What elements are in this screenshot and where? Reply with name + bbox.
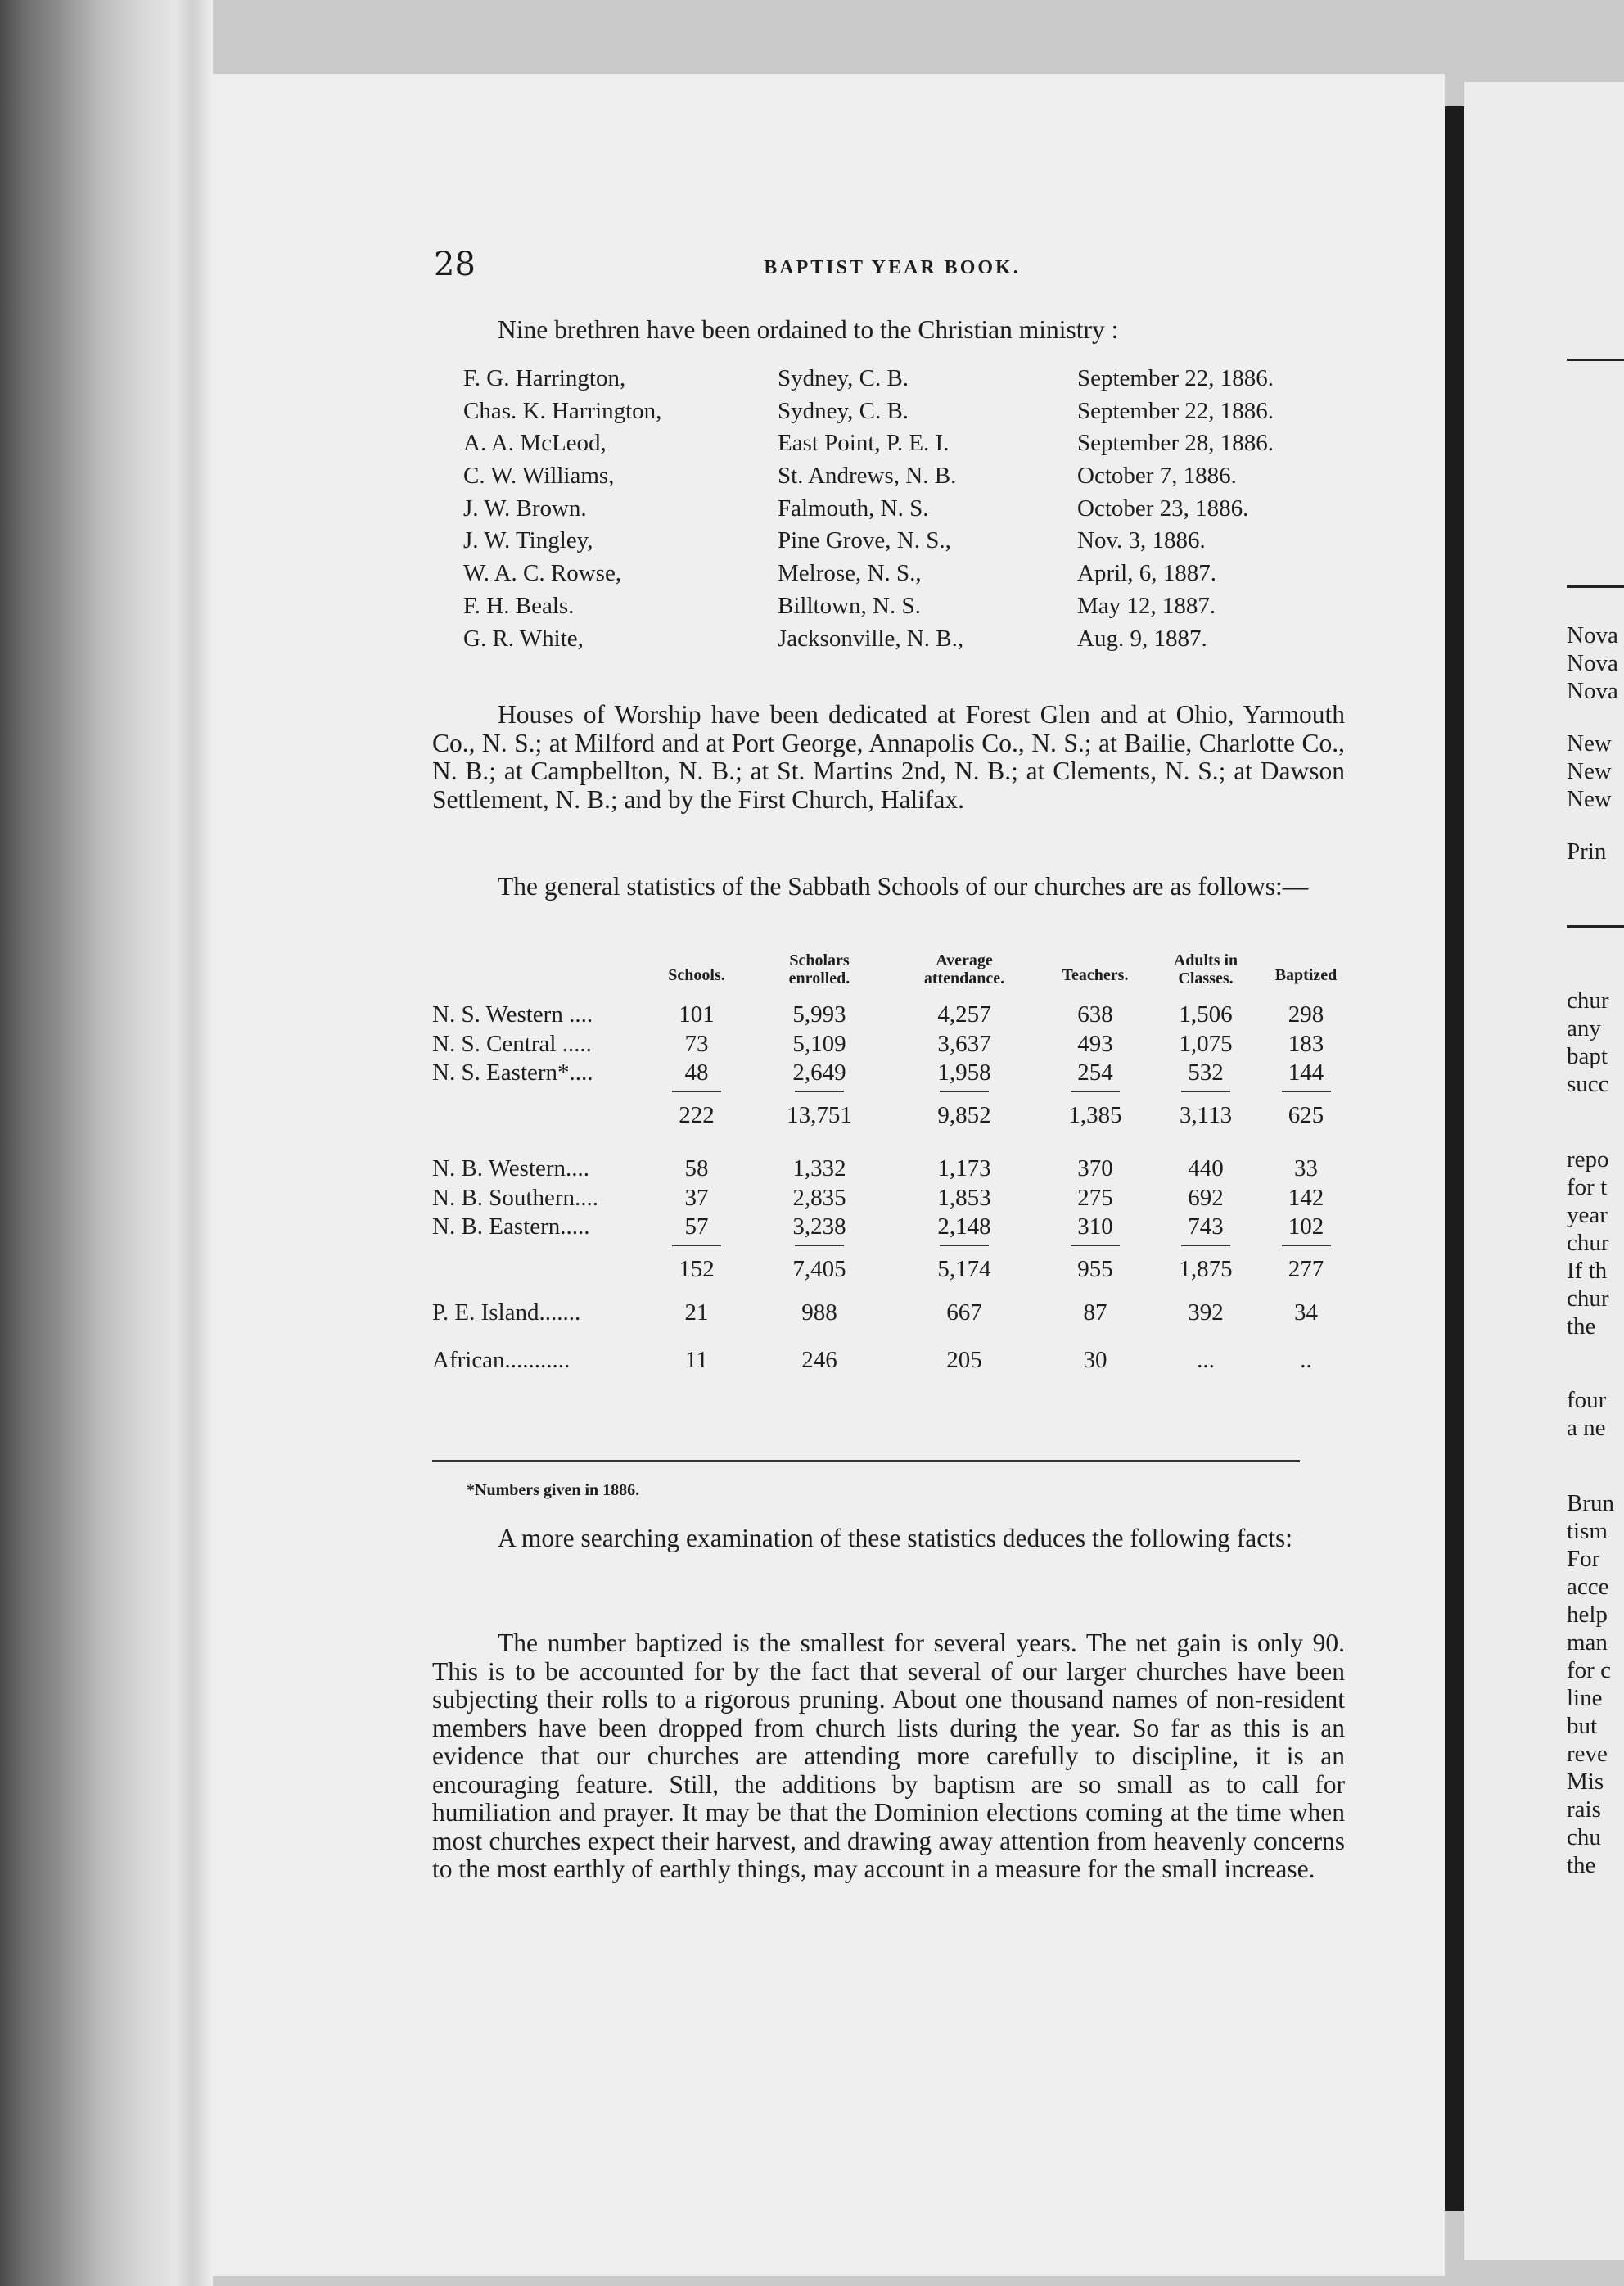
header-adults [1153,951,1259,987]
facing-page-text: year [1567,1202,1608,1228]
row-label: N. B. Eastern..... [432,1213,590,1240]
cell-scholars: 5,993 [792,1001,846,1028]
header-baptized: Baptized [1274,966,1338,984]
ordination-place: Jacksonville, N. B., [778,625,964,652]
cell-attendance: 205 [946,1346,982,1373]
facing-page-text: Nova [1567,678,1618,704]
baptized-paragraph: The number baptized is the smallest for several years. The net gain is only 90. This is to be accounted for by the fact that several of our larger churches have been subjecting their rolls to a rigorous pruning. About one thousand names of non-resident members have been dropped from church lists during the year. So far as this is an evidence that our churches are attending more carefully to discipline, it is an encouraging feature. Still, the additions by baptism are so small as to call for humiliation and prayer. It may be that the Dominion elections coming at the time when most churches expect their harvest, and drawing away attention from heavenly concerns to the most earthly of earthly things, may account in a measure for the small increase. [432,1629,1345,1883]
stats-body [432,1001,1345,1375]
facing-page-text: line [1567,1685,1603,1711]
dash [1282,1245,1331,1246]
row-label: N. B. Southern.... [432,1184,598,1211]
cell-teachers: 493 [1077,1030,1113,1057]
facing-page-text: but [1567,1713,1598,1739]
facing-page-text: acce [1567,1574,1609,1600]
cell-scholars: 246 [801,1346,837,1373]
dash [795,1091,844,1092]
cell-schools: 222 [679,1101,715,1128]
cell-baptized: 277 [1288,1255,1324,1282]
facing-page-text: Mis [1567,1769,1604,1795]
cell-adults: 440 [1188,1155,1224,1181]
ordination-place: Billtown, N. S. [778,592,921,619]
facing-page-text: for c [1567,1657,1611,1683]
row-label: N. B. Western.... [432,1155,590,1181]
cell-teachers: 87 [1083,1299,1107,1326]
facing-page-rule [1567,359,1624,361]
ordained-name: Chas. K. Harrington, [463,397,662,424]
facing-page-text: chur [1567,1285,1609,1312]
ordination-date: September 22, 1886. [1077,397,1274,424]
cell-attendance: 1,173 [937,1155,991,1181]
cell-adults: 1,875 [1179,1255,1233,1282]
stats-row [432,1213,1345,1242]
stats-row [432,1346,1345,1376]
cell-adults: 692 [1188,1184,1224,1211]
ordination-date: September 28, 1886. [1077,430,1274,457]
facing-page-text: the [1567,1313,1596,1340]
cell-schools: 48 [684,1059,709,1086]
facing-page-fragment [1464,82,1624,2260]
cell-baptized: 625 [1288,1101,1324,1128]
cell-attendance: 9,852 [937,1101,991,1128]
stats-intro-paragraph: The general statistics of the Sabbath Schools of our churches are as follows:— [498,872,1309,901]
row-label: N. S. Central ..... [432,1030,592,1057]
cell-baptized: 142 [1288,1184,1324,1211]
houses-of-worship-paragraph: Houses of Worship have been dedicated at Forest Glen and at Ohio, Yarmouth Co., N. S.; at Milford and at Port George, Annapolis Co., N. S.; at Bailie, Charlotte Co., N. B.; at Campbellton, N. B.; at St. Martins 2nd, N. B.; at Clements, N. S.; at Dawson Settlement, N. B.; and by the First Church, Halifax. [432,700,1345,814]
header-teachers: Teachers. [1062,966,1129,984]
cell-schools: 37 [684,1184,709,1211]
ordination-place: Sydney, C. B. [778,397,909,424]
ordination-date: April, 6, 1887. [1077,560,1216,587]
cell-schools: 11 [685,1346,708,1373]
row-label: N. S. Eastern*.... [432,1059,593,1086]
cell-teachers: 275 [1077,1184,1113,1211]
cell-baptized: 33 [1294,1155,1318,1181]
ordination-intro-text: Nine brethren have been ordained to the Christian ministry : [498,315,1119,344]
cell-adults: 743 [1188,1213,1224,1240]
cell-scholars: 13,751 [787,1101,852,1128]
ordination-place: Melrose, N. S., [778,560,922,587]
cell-attendance: 2,148 [937,1213,991,1240]
header-schools: Schools. [668,966,725,984]
cell-teachers: 370 [1077,1155,1113,1181]
cell-baptized: 183 [1288,1030,1324,1057]
header-scholars-line1: Scholars [789,951,850,969]
sabbath-school-stats-table [432,951,1345,1375]
ordination-date: September 22, 1886. [1077,365,1274,391]
cell-schools: 21 [684,1299,709,1326]
cell-adults: 1,506 [1179,1001,1233,1028]
ordained-name: W. A. C. Rowse, [463,560,622,587]
facing-page-text: help [1567,1602,1608,1628]
stats-row [432,1030,1345,1059]
cell-teachers: 30 [1083,1346,1107,1373]
spacer [432,1284,1345,1299]
cell-teachers: 955 [1077,1255,1113,1282]
ordination-date: May 12, 1887. [1077,592,1216,619]
dash [1071,1091,1120,1092]
facing-page-text: If th [1567,1258,1608,1284]
subtotal-rule [432,1088,1345,1098]
page-header [434,246,1351,287]
facing-page-text: For [1567,1546,1600,1572]
stats-row [432,1154,1345,1184]
cell-adults: ... [1197,1346,1215,1373]
facing-page-text: bapt [1567,1043,1608,1069]
facing-page-text: the [1567,1852,1596,1878]
cell-scholars: 1,332 [792,1155,846,1181]
stats-row [432,1299,1345,1328]
cell-schools: 73 [684,1030,709,1057]
gutter-bar [1445,106,1464,2211]
facing-page-text: Prin [1567,838,1607,865]
ordination-date: Aug. 9, 1887. [1077,625,1207,652]
facing-page-text: rais [1567,1796,1601,1823]
dash [795,1245,844,1246]
stats-row [432,1001,1345,1030]
ordination-place: Pine Grove, N. S., [778,527,951,554]
cell-schools: 101 [679,1001,715,1028]
facing-page-text: four [1567,1387,1607,1413]
cell-baptized: 144 [1288,1059,1324,1086]
dash [940,1091,989,1092]
ordination-place: Sydney, C. B. [778,365,909,391]
book-spine-shadow [0,0,213,2286]
dash [1282,1091,1331,1092]
ordination-date: Nov. 3, 1886. [1077,527,1206,554]
cell-adults: 392 [1188,1299,1224,1326]
facing-page-text: Nova [1567,622,1618,648]
cell-baptized: .. [1300,1346,1312,1373]
facing-page-text: chur [1567,1230,1609,1256]
facing-page-text: man [1567,1629,1608,1656]
header-attendance-line2: attendance. [923,969,1005,987]
cell-baptized: 298 [1288,1001,1324,1028]
running-head: BAPTIST YEAR BOOK. [764,257,1021,278]
subtotal-rule [432,1242,1345,1252]
ordination-date: October 7, 1886. [1077,463,1237,490]
facing-page-text: reve [1567,1741,1608,1767]
facing-page-text: Nova [1567,650,1618,676]
ordination-place: East Point, P. E. I. [778,430,950,457]
facing-page-rule [1567,925,1624,928]
footnote: *Numbers given in 1886. [467,1481,640,1499]
facing-page-rule [1567,585,1624,588]
ordained-name: J. W. Brown. [463,495,587,522]
dash [1071,1245,1120,1246]
facing-page-text: New [1567,730,1612,757]
cell-schools: 58 [684,1155,709,1181]
cell-teachers: 254 [1077,1059,1113,1086]
facing-page-text: succ [1567,1071,1609,1097]
ordained-name: G. R. White, [463,625,584,652]
facing-page-text: a ne [1567,1415,1606,1441]
cell-teachers: 638 [1077,1001,1113,1028]
row-label: N. S. Western .... [432,1001,593,1028]
header-scholars-line2: enrolled. [788,969,850,987]
cell-baptized: 34 [1294,1299,1318,1326]
row-label: P. E. Island....... [432,1299,581,1326]
cell-attendance: 667 [946,1299,982,1326]
cell-scholars: 2,649 [792,1059,846,1086]
cell-attendance: 3,637 [937,1030,991,1057]
header-scholars [758,951,881,987]
facing-page-text: chur [1567,987,1609,1014]
dash [672,1091,721,1092]
examination-paragraph: A more searching examination of these statistics deduces the following facts: [498,1524,1292,1552]
facing-page-text: New [1567,758,1612,784]
facing-page-text: Brun [1567,1490,1614,1516]
spacer [432,1328,1345,1346]
page-number: 28 [434,246,476,283]
cell-scholars: 2,835 [792,1184,846,1211]
ordination-date: October 23, 1886. [1077,495,1249,522]
cell-scholars: 988 [801,1299,837,1326]
cell-attendance: 5,174 [937,1255,991,1282]
ordination-place: Falmouth, N. S. [778,495,929,522]
header-adults-line2: Classes. [1178,969,1234,987]
ordained-name: A. A. McLeod, [463,430,607,457]
stats-row [432,1059,1345,1088]
cell-scholars: 5,109 [792,1030,846,1057]
dash [672,1245,721,1246]
row-label: African........... [432,1346,571,1373]
spacer [432,1130,1345,1154]
cell-attendance: 1,958 [937,1059,991,1086]
header-attendance-line1: Average [936,951,993,969]
cell-attendance: 4,257 [937,1001,991,1028]
footnote-rule [432,1460,1300,1462]
cell-baptized: 102 [1288,1213,1324,1240]
stats-total-row [432,1101,1345,1131]
stats-row [432,1184,1345,1213]
cell-adults: 3,113 [1179,1101,1233,1128]
facing-page-text: for t [1567,1174,1608,1200]
dash [940,1245,989,1246]
cell-attendance: 1,853 [937,1184,991,1211]
header-adults-line1: Adults in [1173,951,1238,969]
ordained-name: F. H. Beals. [463,592,575,619]
ordained-name: C. W. Williams, [463,463,615,490]
ordination-intro [432,316,1345,345]
dash [1181,1245,1230,1246]
stats-column-headers [432,951,1345,1001]
stats-total-row [432,1255,1345,1285]
cell-adults: 1,075 [1179,1030,1233,1057]
ordained-name: J. W. Tingley, [463,527,593,554]
cell-schools: 57 [684,1213,709,1240]
facing-page-text: New [1567,786,1612,812]
facing-page-text: repo [1567,1146,1609,1172]
cell-schools: 152 [679,1255,715,1282]
header-attendance [899,951,1030,987]
cell-scholars: 7,405 [792,1255,846,1282]
facing-page-text: chu [1567,1824,1601,1850]
cell-teachers: 310 [1077,1213,1113,1240]
cell-scholars: 3,238 [792,1213,846,1240]
ordination-place: St. Andrews, N. B. [778,463,957,490]
facing-page-text: tism [1567,1518,1608,1544]
ordained-name: F. G. Harrington, [463,365,626,391]
facing-page-text: any [1567,1015,1601,1041]
dash [1181,1091,1230,1092]
cell-adults: 532 [1188,1059,1224,1086]
cell-teachers: 1,385 [1068,1101,1122,1128]
